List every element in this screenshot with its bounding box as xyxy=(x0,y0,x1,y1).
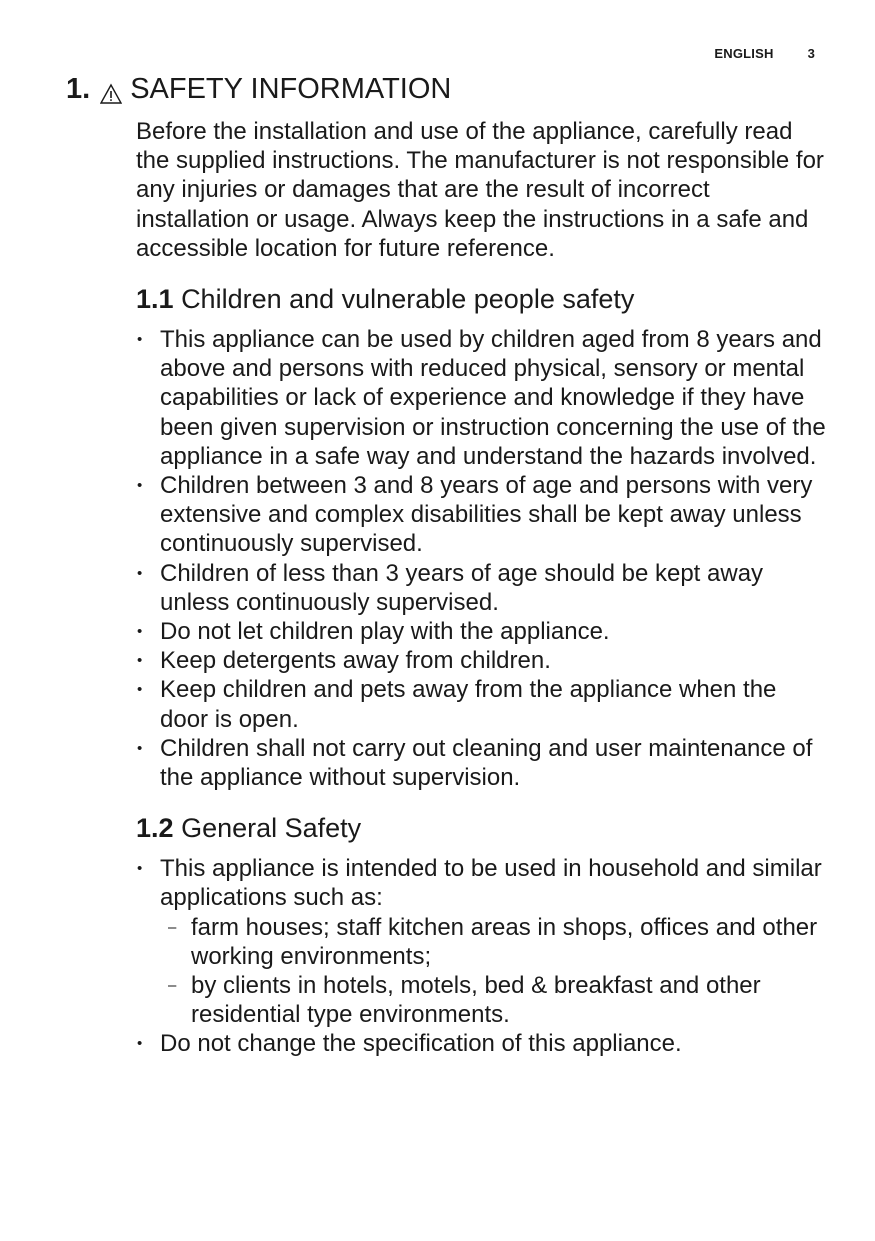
list-item xyxy=(136,734,826,792)
bullet-list-general-safety xyxy=(136,854,826,1058)
list-item-text: Keep children and pets away from the appliance when the door is open. xyxy=(160,676,777,733)
list-item xyxy=(136,471,826,559)
list-item-text: Keep detergents away from children. xyxy=(160,647,551,675)
warning-triangle-icon xyxy=(100,79,122,101)
bullet-icon: • xyxy=(137,652,143,670)
sub-list-item-text: by clients in hotels, motels, bed & breakfast and other residential type environments. xyxy=(191,972,761,1029)
bullet-icon: • xyxy=(137,860,143,878)
list-item-text: Children between 3 and 8 years of age and persons with very extensive and complex disabilities shall be kept away unless continuously supervised. xyxy=(160,472,813,558)
list-item xyxy=(136,1029,826,1058)
section-title xyxy=(66,72,451,106)
dash-icon: – xyxy=(168,977,177,995)
sub-list-item-text: farm houses; staff kitchen areas in shops, offices and other working environments; xyxy=(191,913,818,970)
list-item xyxy=(136,854,826,1029)
list-item xyxy=(136,325,826,471)
subsection-number: 1.2 xyxy=(136,813,174,844)
list-item xyxy=(136,646,826,675)
bullet-icon: • xyxy=(137,1035,143,1053)
bullet-icon: • xyxy=(137,739,143,757)
list-item xyxy=(136,675,826,733)
bullet-icon: • xyxy=(137,564,143,582)
intro-paragraph: Before the installation and use of the appliance, carefully read the supplied instructions. The manufacturer is not responsible for any injuries or damages that are the result of incorrect installation or usage. Always keep the instructions in a safe and accessible location for future reference. xyxy=(136,118,824,262)
subsection-title-text: Children and vulnerable people safety xyxy=(181,284,635,315)
page-number: 3 xyxy=(807,46,815,61)
subsection-title-1-2 xyxy=(136,812,826,844)
subsection-title-1-1 xyxy=(136,283,826,315)
list-item-text: Do not let children play with the appliance. xyxy=(160,618,610,646)
list-item-text: This appliance can be used by children aged from 8 years and above and persons with reduced physical, sensory or mental capabilities or lack of experience and knowledge if they have been given supervision or instruction concerning the use of the appliance in a safe way and understand the hazards involved. xyxy=(160,326,826,470)
bullet-icon: • xyxy=(137,623,143,641)
subsection-title-text: General Safety xyxy=(181,813,362,844)
sub-list-item xyxy=(160,971,826,1029)
dash-icon: – xyxy=(168,918,177,936)
list-item-text: This appliance is intended to be used in household and similar applications such as: xyxy=(160,855,822,912)
section-number: 1. xyxy=(66,73,91,105)
main-content xyxy=(136,117,826,1059)
list-item-text: Children shall not carry out cleaning and user maintenance of the appliance without supervision. xyxy=(160,734,813,792)
list-item xyxy=(136,559,826,617)
list-item-text: Do not change the specification of this appliance. xyxy=(160,1030,682,1058)
list-item xyxy=(136,617,826,646)
bullet-list-children-safety xyxy=(136,325,826,792)
language-label: ENGLISH xyxy=(714,46,774,61)
bullet-icon: • xyxy=(137,331,143,349)
page-header xyxy=(714,46,815,61)
sub-list-item xyxy=(160,913,826,971)
list-item-text: Children of less than 3 years of age should be kept away unless continuously supervised. xyxy=(160,559,764,616)
bullet-icon: • xyxy=(137,681,143,699)
section-title-text: SAFETY INFORMATION xyxy=(130,73,452,105)
bullet-icon: • xyxy=(137,477,143,495)
subsection-number: 1.1 xyxy=(136,284,174,315)
dash-list xyxy=(160,913,826,1030)
